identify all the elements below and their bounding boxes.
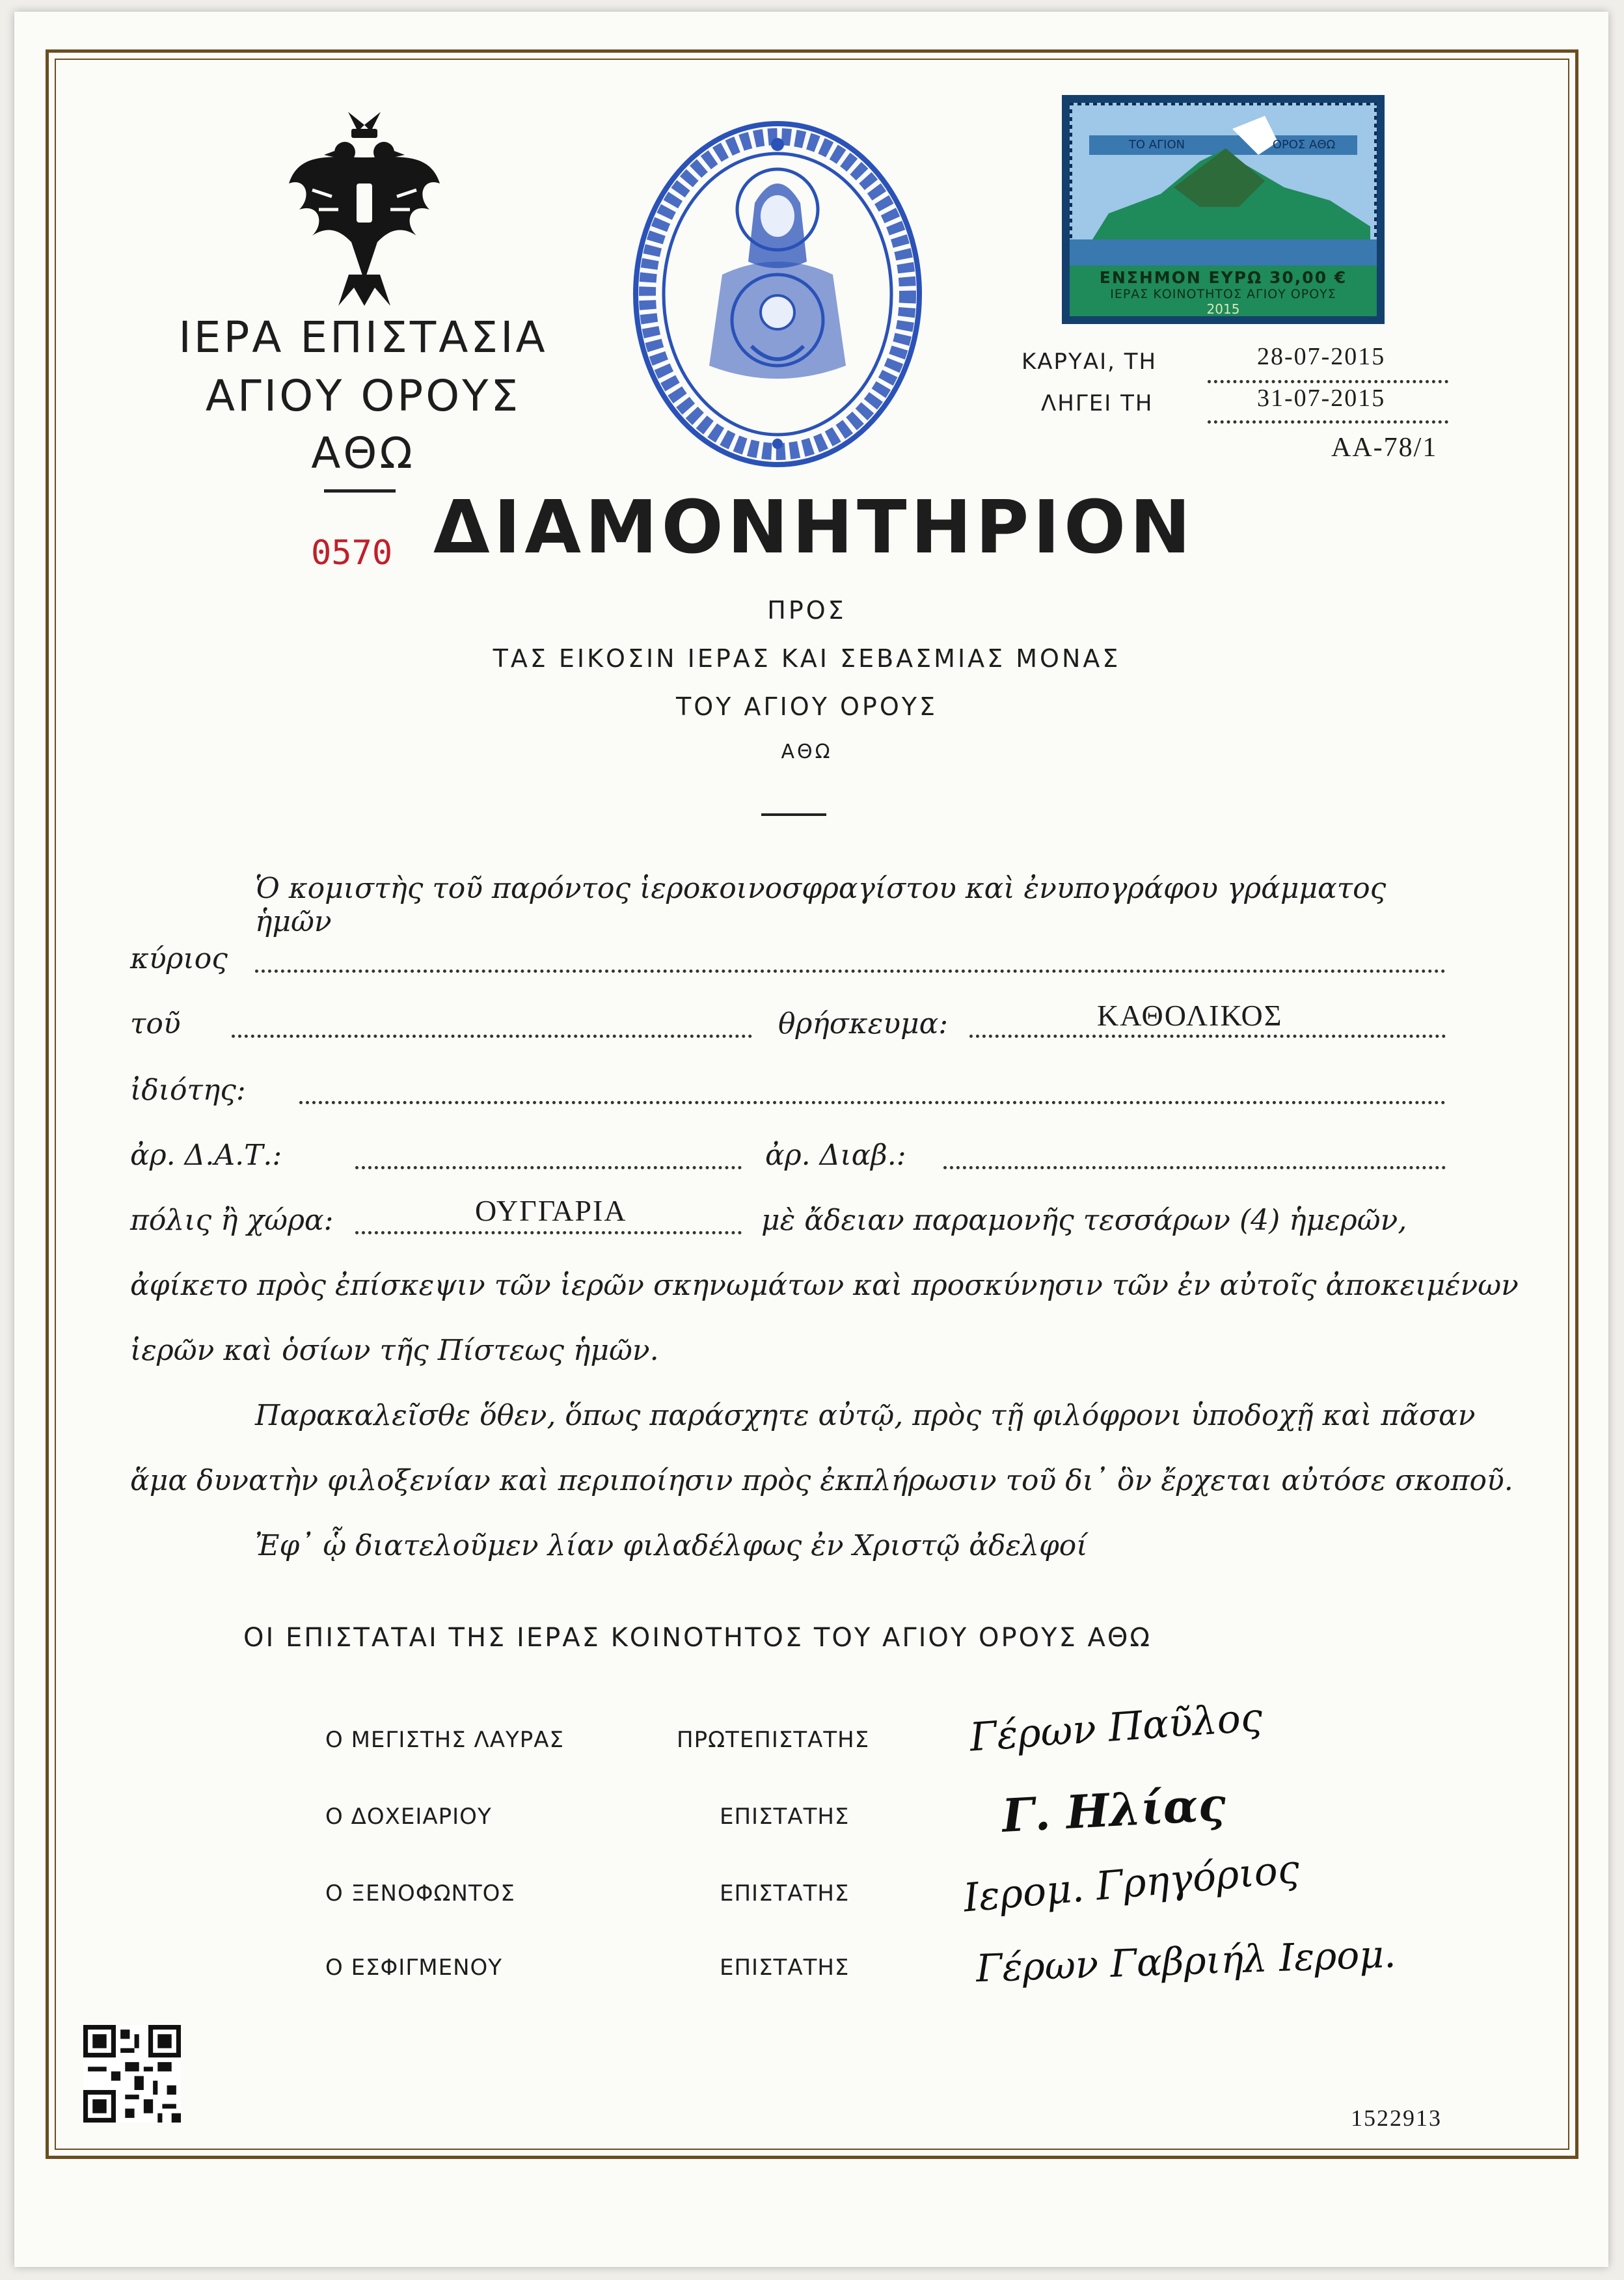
document-title: ΔΙΑΜΟΝΗΤΗΡΙΟΝ <box>433 485 1195 570</box>
addressee-line-3: ΑΘΩ <box>781 740 833 763</box>
expiry-date-label: ΛΗΓΕΙ ΤΗ <box>1041 390 1154 416</box>
signatory-3-role: ΕΠΙΣΤΑΤΗΣ <box>720 1880 850 1907</box>
stamp-label-left: ΤΟ ΑΓΙΟΝ <box>1128 138 1185 152</box>
passport-field[interactable] <box>943 1166 1446 1169</box>
stamp-fee-band <box>1070 265 1377 316</box>
signatory-2-monastery: Ο ΔΟΧΕΙΑΡΙΟΥ <box>325 1804 492 1830</box>
id-label: ἀρ. Δ.Α.Τ.: <box>130 1139 282 1172</box>
qr-code-icon <box>83 2025 181 2123</box>
paragraph-2-line-1: Παρακαλεῖσθε ὅθεν, ὅπως παράσχητε αὐτῷ, πρὸς τῇ φιλόφρονι ὑποδοχῇ καὶ πᾶσαν <box>255 1399 1476 1432</box>
city-field[interactable] <box>355 1231 742 1234</box>
id-field[interactable] <box>355 1166 742 1169</box>
stamp-label-right: ΟΡΟΣ ΑΘΩ <box>1272 138 1336 152</box>
intro-text: Ὁ κομιστὴς τοῦ παρόντος ἱεροκοινοσφραγίστου καὶ ἐνυπογράφου γράμματος ἡμῶν <box>255 872 1387 938</box>
stamp-year: 2015 <box>1206 301 1240 317</box>
issue-date-label: ΚΑΡΥΑΙ, ΤΗ <box>1022 349 1157 375</box>
paragraph-1-line-2: ἱερῶν καὶ ὁσίων τῆς Πίστεως ἡμῶν. <box>130 1334 659 1367</box>
signatory-4-monastery: Ο ΕΣΦΙΓΜΕΝΟΥ <box>325 1955 503 1981</box>
paragraph-1-line-1: ἀφίκετο πρὸς ἐπίσκεψιν τῶν ἱερῶν σκηνωμάτων καὶ προσκύνησιν τῶν ἐν αὐτοῖς ἀποκειμένων <box>130 1269 1519 1302</box>
signatory-1-monastery: Ο ΜΕΓΙΣΤΗΣ ΛΑΥΡΑΣ <box>325 1727 564 1753</box>
religion-field[interactable] <box>969 1035 1446 1038</box>
expiry-date-value: 31-07-2015 <box>1257 385 1386 412</box>
header-line-2: ΑΓΙΟΥ ΟΡΟΥΣ <box>205 371 521 421</box>
addressee-rule <box>761 813 826 816</box>
closing-line: Ἐφ᾽ ᾧ διατελοῦμεν λίαν φιλαδέλφως ἐν Χριστῷ ἀδελφοί <box>255 1529 1088 1562</box>
father-label: τοῦ <box>130 1007 181 1040</box>
signature-3: Ιερομ. Γρηγόριος <box>961 1846 1301 1921</box>
signature-1: Γέρων Παῦλος <box>968 1694 1264 1761</box>
revenue-stamp <box>1062 95 1385 324</box>
kyrios-field[interactable] <box>255 970 1446 973</box>
signature-4: Γέρων Γαβριήλ Ιερομ. <box>975 1931 1397 1991</box>
religion-label: θρήσκευμα: <box>778 1007 949 1040</box>
header-line-1: ΙΕΡΑ ΕΠΙΣΤΑΣΙΑ <box>178 312 548 362</box>
profession-field[interactable] <box>299 1101 1446 1104</box>
issue-date-value: 28-07-2015 <box>1257 343 1386 370</box>
addressee-pros: ΠΡΟΣ <box>767 596 846 625</box>
reference-number: ΑΑ-78/1 <box>1331 433 1438 463</box>
double-headed-eagle-icon <box>286 112 442 307</box>
mount-athos-icon <box>1070 103 1377 265</box>
father-field[interactable] <box>232 1035 752 1038</box>
expiry-date-line <box>1208 420 1448 424</box>
profession-label: ἰδιότης: <box>130 1074 246 1107</box>
stamp-issuer: ΙΕΡΑΣ ΚΟΙΝΟΤΗΤΟΣ ΑΓΙΟΥ ΟΡΟΥΣ <box>1110 287 1336 301</box>
header-rule <box>324 489 396 493</box>
stamp-fee: ΕΝΣΗΜΟΝ ΕΥΡΩ 30,00 € <box>1099 268 1347 287</box>
religion-value: ΚΑΘΟΛΙΚΟΣ <box>1097 999 1283 1032</box>
city-label: πόλις ἢ χώρα: <box>130 1204 334 1237</box>
signatory-1-role: ΠΡΩΤΕΠΙΣΤΑΤΗΣ <box>677 1727 870 1753</box>
kyrios-label: κύριος <box>130 942 228 975</box>
document-number: 1522913 <box>1351 2105 1442 2131</box>
paragraph-2-line-2: ἅμα δυνατὴν φιλοξενίαν καὶ περιποίησιν πρὸς ἐκπλήρωσιν τοῦ δι᾽ ὃν ἔρχεται αὐτόσε σκοποῦ. <box>130 1464 1513 1497</box>
signatory-2-role: ΕΠΙΣΤΑΤΗΣ <box>720 1804 850 1830</box>
city-value: ΟΥΓΓΑΡΙΑ <box>475 1194 627 1227</box>
stay-text: μὲ ἄδειαν παραμονῆς τεσσάρων (4) ἡμερῶν, <box>761 1204 1407 1237</box>
signatories-heading: ΟΙ ΕΠΙΣΤΑΤΑΙ ΤΗΣ ΙΕΡΑΣ ΚΟΙΝΟΤΗΤΟΣ ΤΟΥ ΑΓΙΟΥ ΟΡΟΥΣ ΑΘΩ <box>243 1623 1152 1653</box>
signature-2: Γ. Ηλίας <box>1001 1777 1227 1843</box>
signatory-3-monastery: Ο ΞΕΝΟΦΩΝΤΟΣ <box>325 1880 515 1907</box>
monastic-seal-icon <box>631 118 924 470</box>
passport-label: ἀρ. Διαβ.: <box>765 1139 906 1172</box>
serial-number: 0570 <box>311 534 393 573</box>
header-line-3: ΑΘΩ <box>311 428 415 478</box>
signatory-4-role: ΕΠΙΣΤΑΤΗΣ <box>720 1955 850 1981</box>
addressee-line-1: ΤΑΣ ΕΙΚΟΣΙΝ ΙΕΡΑΣ ΚΑΙ ΣΕΒΑΣΜΙΑΣ ΜΟΝΑΣ <box>493 644 1121 673</box>
issue-date-line <box>1208 380 1448 383</box>
addressee-line-2: ΤΟΥ ΑΓΙΟΥ ΟΡΟΥΣ <box>676 692 938 721</box>
